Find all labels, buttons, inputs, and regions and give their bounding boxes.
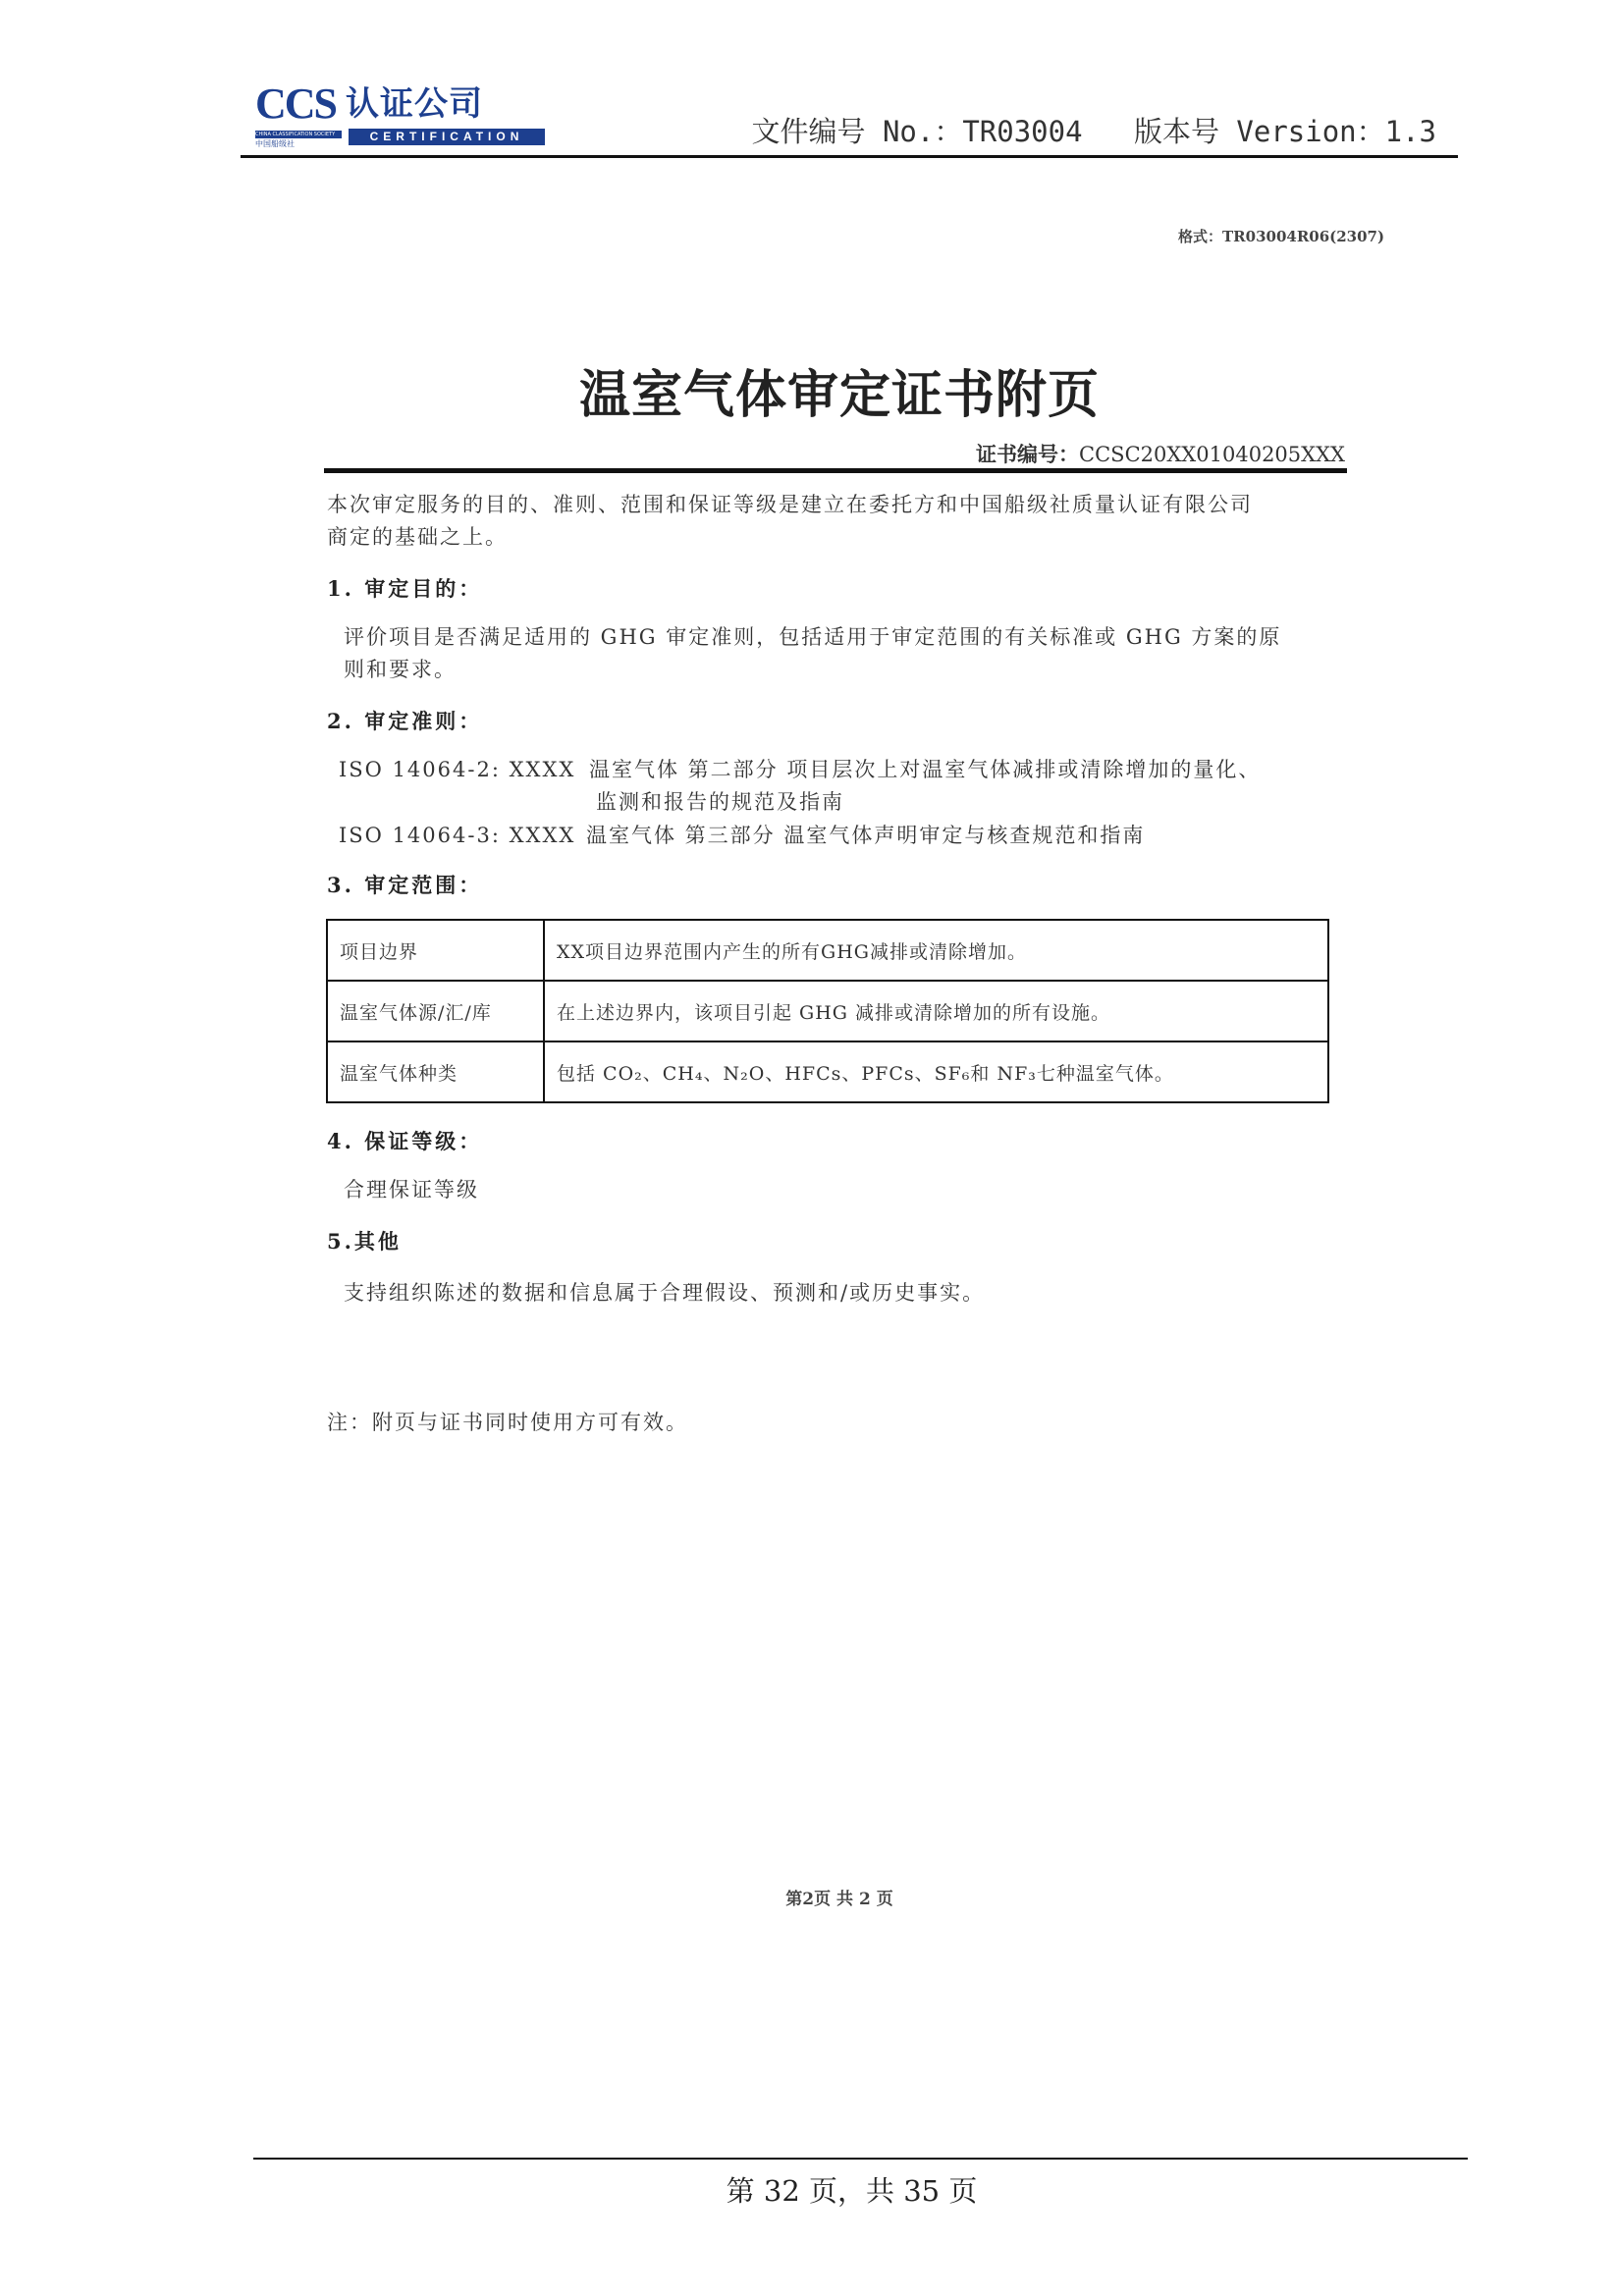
footer-rule [253,2158,1468,2160]
table-row [327,981,1328,1041]
heading-scope: 3. 审定范围： [327,873,483,897]
heading-criteria: 2. 审定准则： [327,709,483,733]
logo-sub [255,131,342,148]
scope-value: 包括 CO₂、CH₄、N₂O、HFCs、PFCs、SF₆和 NF₃七种温室气体。 [544,1041,1328,1102]
ccs-logo [255,82,550,151]
heading-other: 5.其他 [327,1229,402,1254]
scope-key: 项目边界 [327,920,544,981]
purpose-line: 则和要求。 [344,658,457,681]
criteria-desc: 监测和报告的规范及指南 [596,790,844,814]
scope-value: 在上述边界内，该项目引起 GHG 减排或清除增加的所有设施。 [544,981,1328,1041]
logo-sub-cn: 中国船级社 [255,139,295,148]
page-title: 温室气体审定证书附页 [578,366,1100,425]
criteria-desc: 温室气体 第三部分 温室气体声明审定与核查规范和指南 [586,824,1146,847]
logo-cn-name: 认证公司 [346,84,483,124]
table-row [327,920,1328,981]
assurance-text: 合理保证等级 [344,1178,479,1201]
criteria-desc: 温室气体 第二部分 项目层次上对温室气体减排或清除增加的量化、 [589,758,1262,781]
table-row [327,1041,1328,1102]
criteria-std: ISO 14064-3: XXXX [339,824,576,847]
format-label: 格式：TR03004R06(2307) [1178,228,1385,245]
certificate-number [976,439,1345,468]
purpose-line: 评价项目是否满足适用的 GHG 审定准则，包括适用于审定范围的有关标准或 GHG 方案的原 [344,625,1282,649]
logo-certification: CERTIFICATION [349,129,545,145]
scope-key: 温室气体种类 [327,1041,544,1102]
inner-page-number: 第2页 共 2 页 [785,1890,893,1909]
title-rule [324,468,1347,473]
other-text: 支持组织陈述的数据和信息属于合理假设、预测和/或历史事实。 [344,1281,986,1305]
scope-key: 温室气体源/汇/库 [327,981,544,1041]
cert-no-label: 证书编号： [976,443,1080,466]
heading-assurance: 4. 保证等级： [327,1129,483,1153]
scope-value: XX项目边界范围内产生的所有GHG减排或清除增加。 [544,920,1328,981]
scope-table [326,919,1329,1103]
criteria-std: ISO 14064-2: XXXX [339,758,576,781]
note: 注：附页与证书同时使用方可有效。 [327,1411,688,1434]
header-info [751,110,1436,150]
header-rule [241,155,1458,158]
doc-number: 文件编号 No.：TR03004 [751,115,1083,148]
heading-purpose: 1. 审定目的： [327,576,483,601]
cert-no-value: CCSC20XX01040205XXX [1079,443,1345,466]
page-footer: 第 32 页，共 35 页 [726,2174,978,2208]
logo-sub-en: CHINA CLASSIFICATION SOCIETY [255,131,342,138]
intro-line: 本次审定服务的目的、准则、范围和保证等级是建立在委托方和中国船级社质量认证有限公司 [327,493,1253,516]
version: 版本号 Version：1.3 [1133,115,1436,148]
logo-ccs: CCS [255,80,337,128]
intro-line: 商定的基础之上。 [327,525,508,549]
